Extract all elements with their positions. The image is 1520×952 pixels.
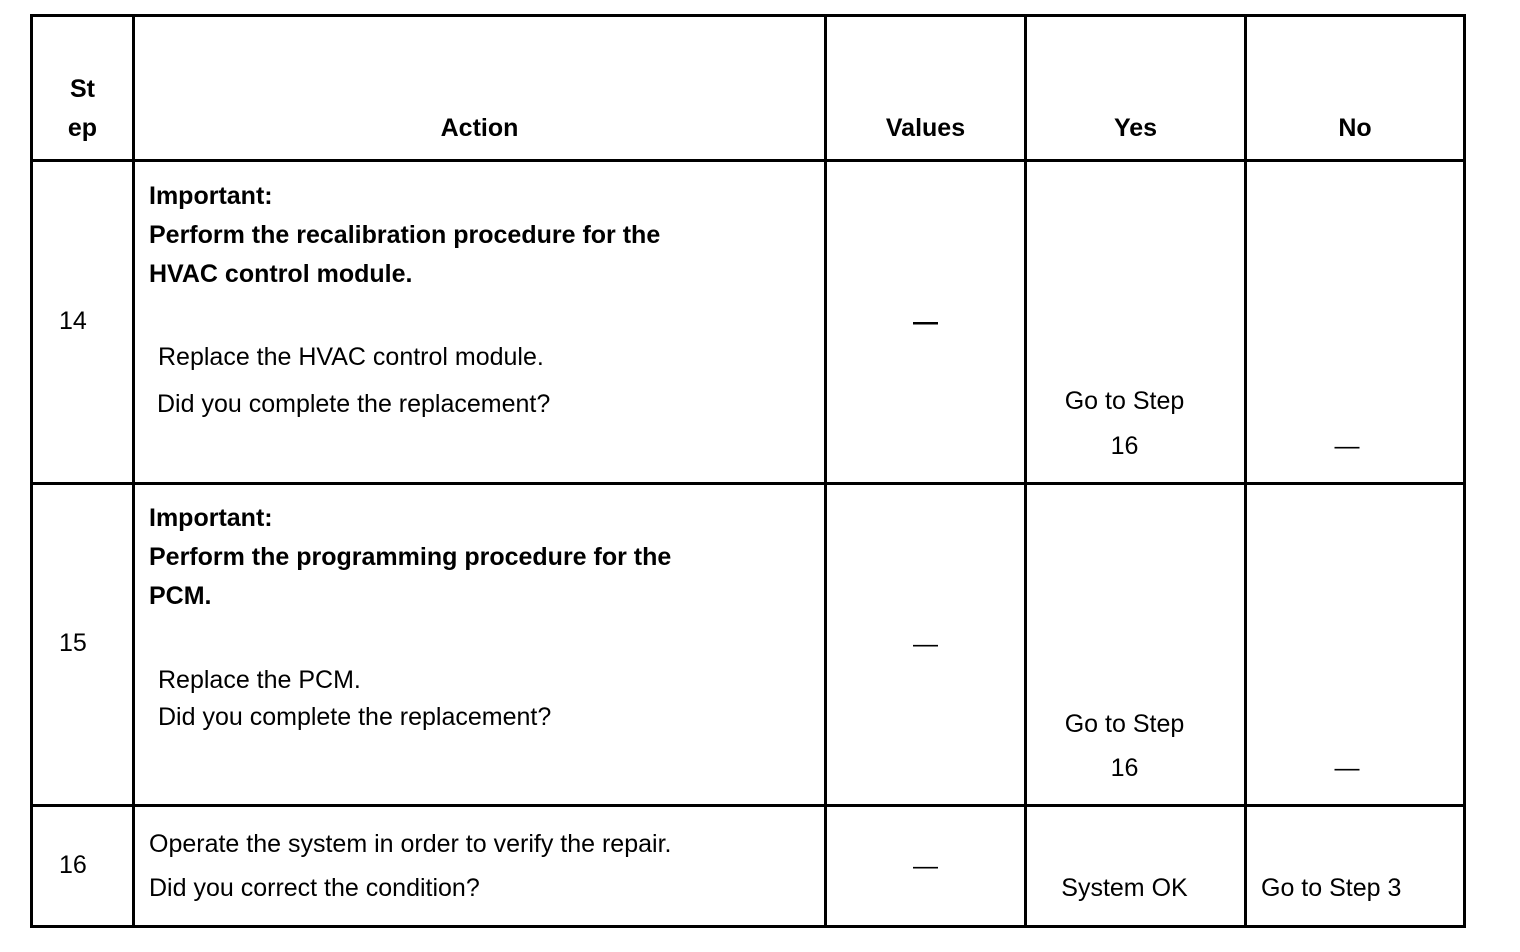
row-16-no: Go to Step 3 [1261,874,1402,902]
table-border-left [30,14,33,928]
row-15-important-label: Important: [149,504,273,532]
row-15-action-line2: Did you complete the replacement? [158,703,552,731]
col-divider-values [1024,14,1027,928]
row-15-important-line1: Perform the programming procedure for the [149,543,672,571]
row-15-yes-line2: 16 [1110,754,1139,782]
header-action: Action [440,114,519,142]
row-15-yes-line1: Go to Step [1064,710,1185,738]
row-divider-14 [30,482,1466,485]
row-15-action-line1: Replace the PCM. [158,666,361,694]
table-border-bottom [30,925,1466,928]
row-16-values: — [913,852,938,880]
row-15-step: 15 [59,629,87,657]
row-14-important-line1: Perform the recalibration procedure for the [149,221,661,249]
row-16-action-line2: Did you correct the condition? [149,874,480,902]
header-step-line1: St [70,75,95,103]
col-divider-action [824,14,827,928]
row-14-important-line2: HVAC control module. [149,260,413,288]
row-14-no: — [1334,432,1360,460]
row-15-important-line2: PCM. [149,582,212,610]
row-14-values: — [913,308,938,336]
row-14-action-line2: Did you complete the replacement? [157,390,551,418]
diagnostic-table [30,14,1466,928]
row-14-action-line1: Replace the HVAC control module. [158,343,544,371]
header-no: No [1338,114,1372,142]
row-15-values: — [913,630,938,658]
header-values: Values [885,114,966,142]
row-14-yes-line2: 16 [1110,432,1139,460]
row-14-yes-line1: Go to Step [1064,387,1185,415]
row-14-step: 14 [59,307,87,335]
row-16-action-line1: Operate the system in order to verify the repair. [149,830,672,858]
row-16-step: 16 [59,851,87,879]
row-16-yes: System OK [1061,874,1188,902]
row-14-important-label: Important: [149,182,273,210]
table-border-top [30,14,1466,17]
header-divider [30,159,1466,162]
header-yes: Yes [1113,114,1158,142]
row-15-no: — [1334,754,1360,782]
header-step-line2: ep [67,114,98,142]
col-divider-yes [1244,14,1247,928]
table-border-right [1463,14,1466,928]
row-divider-15 [30,804,1466,807]
col-divider-step [132,14,135,928]
